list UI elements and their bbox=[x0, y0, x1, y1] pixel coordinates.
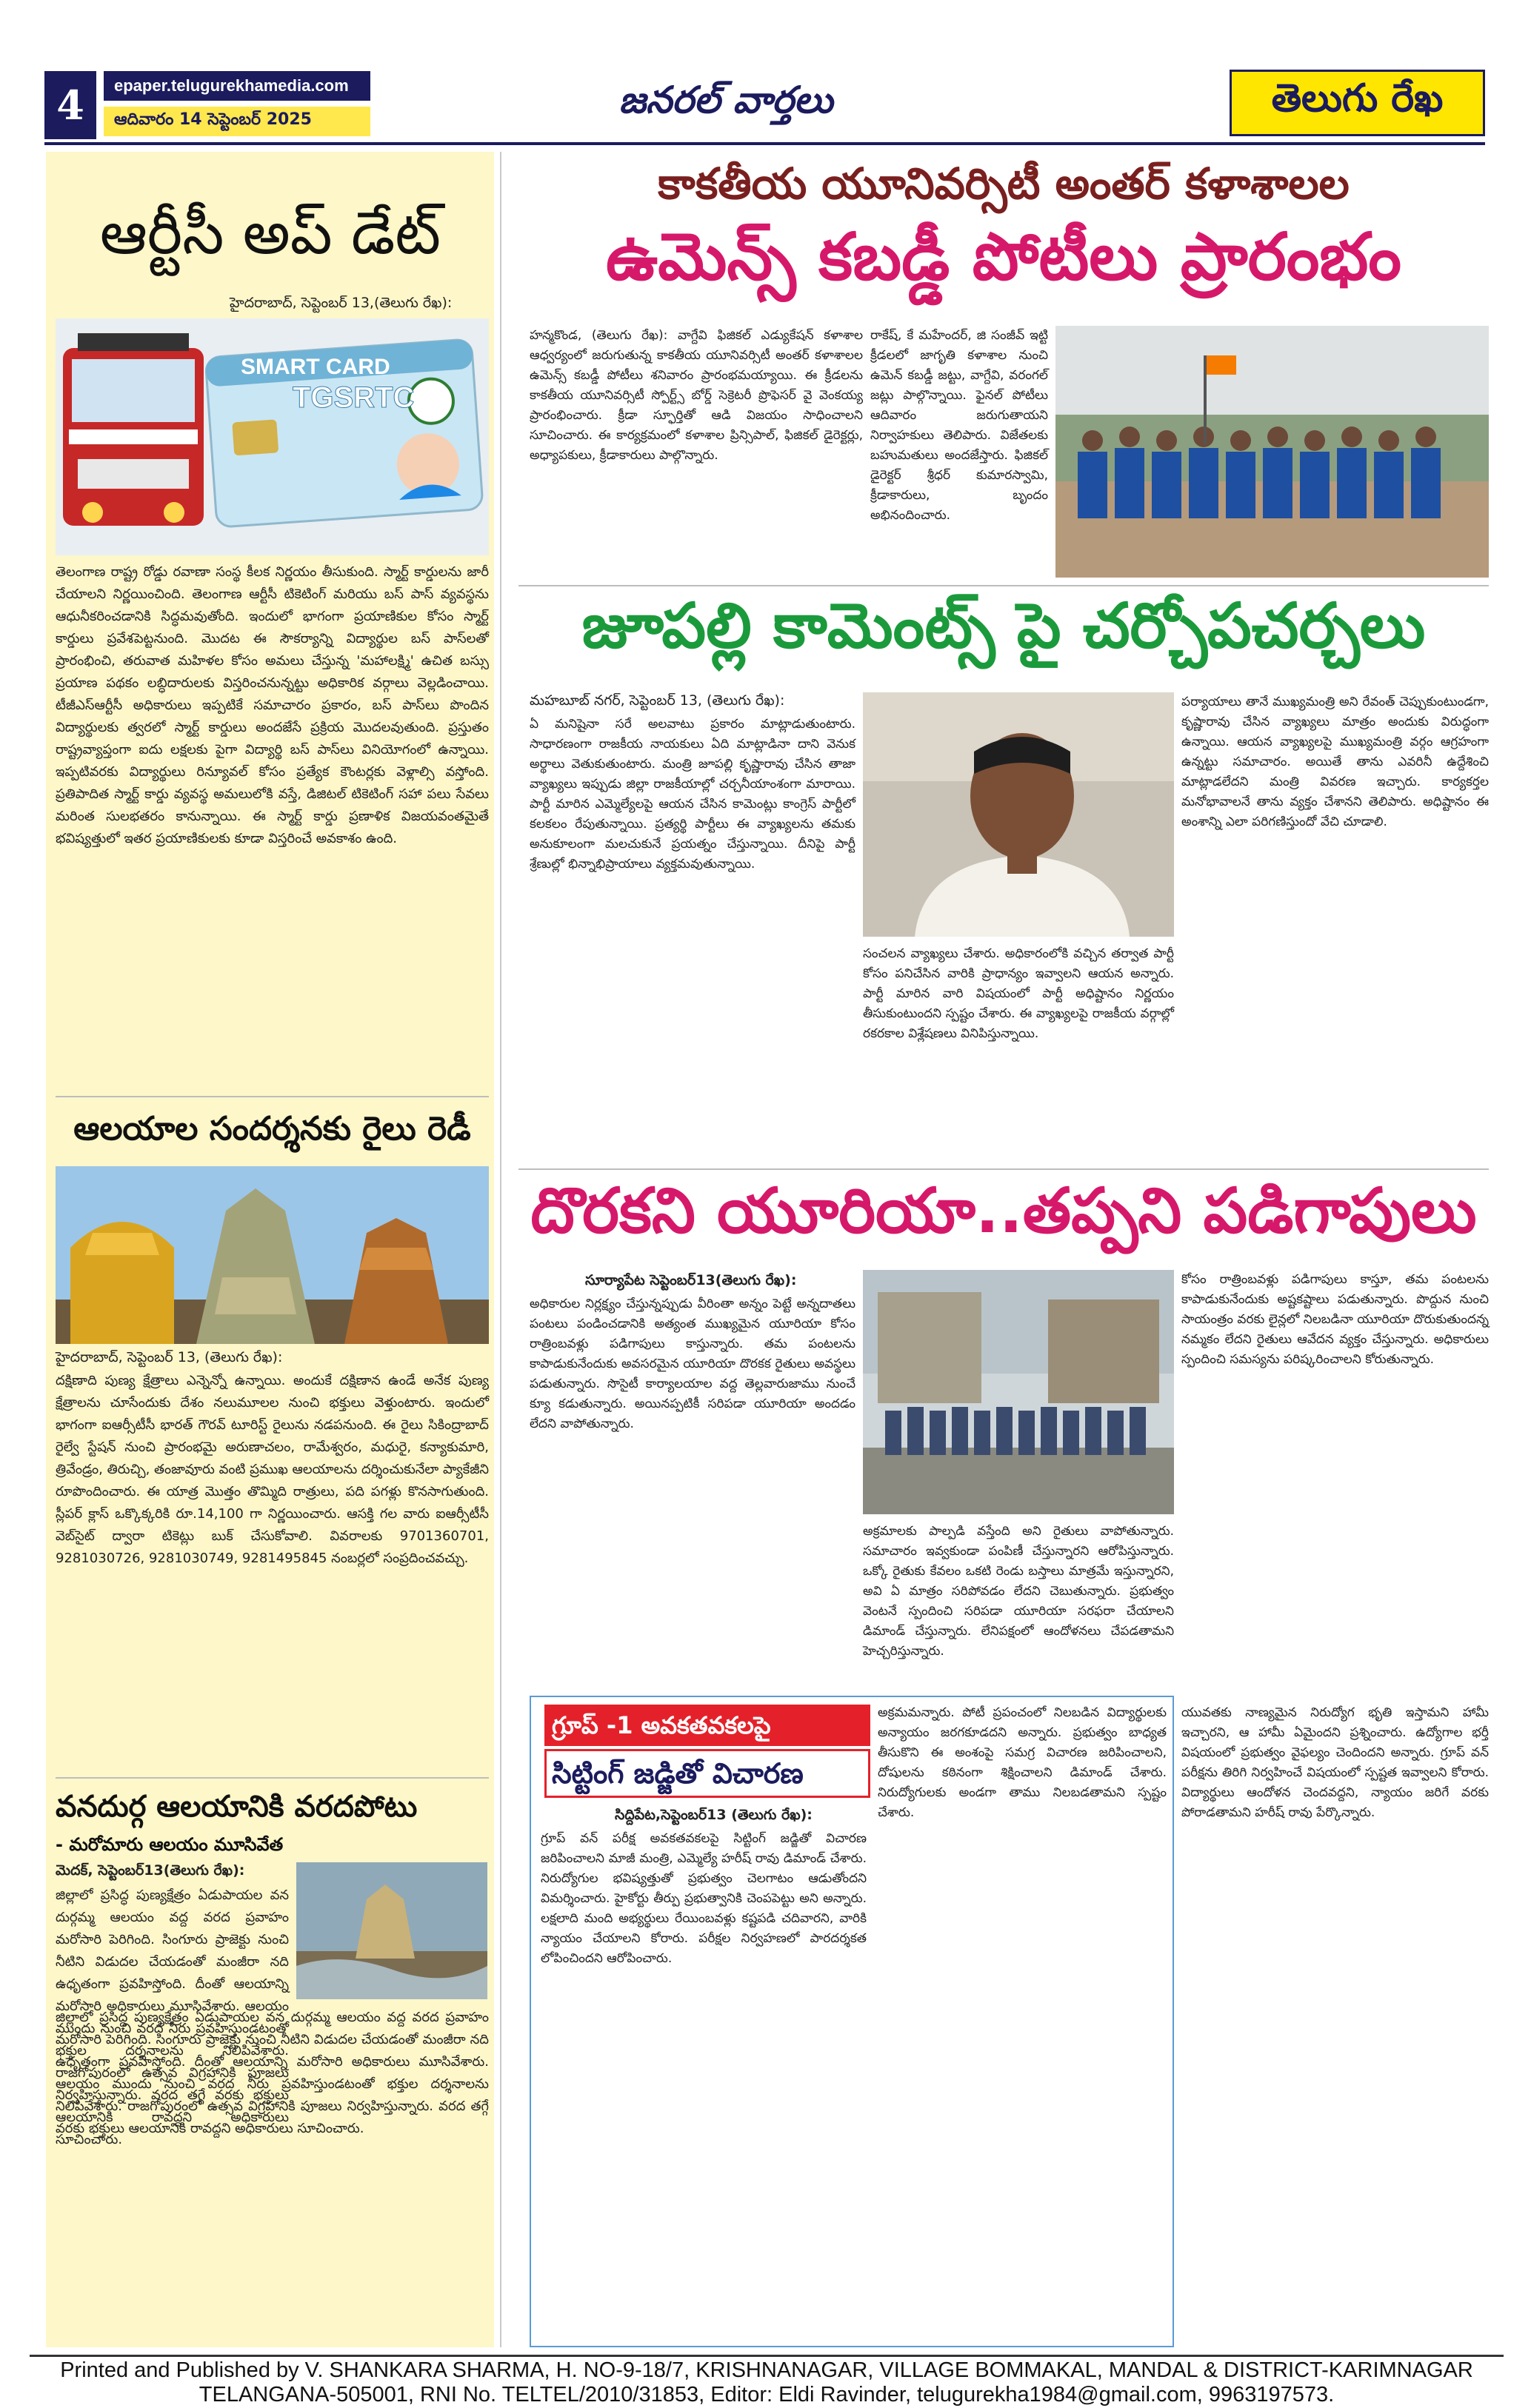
footer-imprint-line-1: Printed and Published by V. SHANKARA SHARMA, H. NO-9-18/7, KRISHNANAGAR, VILLAGE BOMMAKAL, MANDAL & DISTRICT-KARIMNAGAR bbox=[60, 2358, 1473, 2382]
urea-queue-photo bbox=[863, 1270, 1174, 1514]
jupally-dateline: మహబూబ్ నగర్, సెప్టెంబర్ 13, (తెలుగు రేఖ): bbox=[530, 692, 785, 709]
urea-body-3: కోసం రాత్రింబవళ్లు పడిగాపులు కాస్తూ, తమ పంటలను కాపాడుకునేందుకు అష్టకష్టాలు పడుతున్నారు. పొద్దున నుంచి సాయంత్రం వరకు లైన్లలో నిలబడినా యూరియా దొరుకుతుందన్న నమ్మకం లేదని రైతులు ఆవేదన వ్యక్తం చేస్తున్నారు. అధికారులు స్పందించి సమస్యను పరిష్కరించాలని కోరుతున్నారు. bbox=[1181, 1272, 1489, 1367]
group1-body-2: అక్రమమన్నారు. పోటీ ప్రపంచంలో నిలబడిన విద్యార్థులకు అన్యాయం జరగకూడదని అన్నారు. ప్రభుత్వం బాధ్యత తీసుకొని ఈ అంశంపై సమగ్ర విచారణ జరిపించాలని, దోషులను కఠినంగా శిక్షించాలని డిమాండ్ చేశారు. నిరుద్యోగులకు అండగా తాము నిలబడతామని స్పష్టం చేశారు. bbox=[878, 1705, 1167, 1820]
temple-photo-illustration bbox=[56, 1166, 489, 1344]
jupally-portrait-illustration bbox=[863, 692, 1174, 937]
site-url[interactable]: epaper.telugurekhamedia.com bbox=[104, 71, 370, 101]
group1-body-3: యువతకు నాణ్యమైన నిరుద్యోగ భృతి ఇస్తామని హామీ ఇచ్చారని, ఆ హామీ ఏమైందని ప్రశ్నించారు. ఉద్యోగాల భర్తీ విషయంలో ప్రభుత్వం వైఫల్యం చెందిందని అన్నారు. గ్రూప్ వన్ పరీక్షను తిరిగి నిర్వహించే విషయంలో స్పష్టత ఇవ్వాలని కోరారు. విద్యార్థులు ఆందోళన చెందవద్దని, న్యాయం జరిగే వరకు పోరాడతామని హరీష్ రావు పేర్కొన్నారు. bbox=[1181, 1705, 1489, 1820]
rtc-headline: ఆర్టీసీ అప్ డేట్ bbox=[99, 198, 441, 267]
group1-body-1: గ్రూప్ వన్ పరీక్ష అవకతవకలపై సిట్టింగ్ జడ్జితో విచారణ జరిపించాలని మాజీ మంత్రి, ఎమ్మెల్యే హరీష్ రావు డిమాండ్ చేశారు. నిరుద్యోగుల భవిష్యత్తుతో ప్రభుత్వం చెలగాటం ఆడుతోందని విమర్శించారు. హైకోర్టు తీర్పు ప్రభుత్వానికి చెంపపెట్టు అని అన్నారు. లక్షలాది మంది అభ్యర్థులు రేయింబవళ్లు కష్టపడి చదివారని, వారికి న్యాయం చేయాలని కోరారు. పరీక్షల నిర్వహణలో పారదర్శకత లోపించిందని ఆరోపించారు. bbox=[541, 1831, 867, 1966]
jupally-body-1: ఏ మనిషైనా సరే అలవాటు ప్రకారం మాట్లాడుతుంటారు. సాధారణంగా రాజకీయ నాయకులు ఏది మాట్లాడినా దాని వెనుక అర్థాలు వెతుకుతుంటారు. మంత్రి జూపల్లి కృష్ణారావు చేసిన తాజా వ్యాఖ్యలు ఇప్పుడు జిల్లా రాజకీయాల్లో చర్చనీయాంశంగా మారాయి. పార్టీ మారిన ఎమ్మెల్యేలపై ఆయన చేసిన కామెంట్లు కాంగ్రెస్ పార్టీలో కలకలం రేపుతున్నాయి. ప్రత్యర్థి పార్టీలు ఈ వ్యాఖ్యలను తమకు అనుకూలంగా మలచుకునే ప్రయత్నం చేస్తున్నాయి. దీనిపై పార్టీ శ్రేణుల్లో భిన్నాభిప్రాయాలు వ్యక్తమవుతున్నాయి. bbox=[530, 717, 855, 872]
kabaddi-body-2: రాకేష్, కే మహేందర్, జి సంజీవ్ ఇట్టి క్రీడలలో జాగృతి కళాశాల నుంచి ఉమెన్ కబడ్డీ జట్టు, వాగ్దేవి, వరంగల్ జట్లు పాల్గొన్నాయి. ఫైనల్ పోటీలు ఆదివారం జరుగుతాయని నిర్వాహకులు తెలిపారు. విజేతలకు బహుమతులు అందజేస్తారు. ఫిజికల్ డైరెక్టర్ శ్రీధర్ కుమారస్వామి, క్రీడాకారులు, బృందం అభినందించారు. bbox=[870, 328, 1048, 523]
masthead-logo: తెలుగు రేఖ bbox=[1230, 70, 1485, 136]
group1-dateline: సిద్దిపేట,సెప్టెంబర్13 (తెలుగు రేఖ): bbox=[615, 1807, 813, 1823]
temple-train-body: దక్షిణాది పుణ్య క్షేత్రాలు ఎన్నెన్నో ఉన్నాయి. అందుకే దక్షిణాన ఉండే అనేక పుణ్య క్షేత్రాలను చూసేందుకు దేశం నలుమూలల నుంచి భక్తులు వెళ్తుంటారు. ఇందులో భాగంగా ఐఆర్సీటీసీ భారత్ గౌరవ్ టూరిస్ట్ రైలును నడపనుంది. ఈ రైలు సికింద్రాబాద్ రైల్వే స్టేషన్ నుంచి ప్రారంభమై అరుణాచలం, రామేశ్వరం, మధురై, కన్యాకుమారి, త్రివేండ్రం, తిరుచ్చి, తంజావూరు వంటి ప్రముఖ ఆలయాలను దర్శించుకునేలా ప్యాకేజీని రూపొందించారు. ఈ యాత్ర మొత్తం తొమ్మిది రాత్రులు, పది పగళ్లు కొనసాగుతుంది. స్లీపర్ క్లాస్ ఒక్కొక్కరికి రూ.14,100 గా నిర్ణయించారు. ఆసక్తి గల వారు ఐఆర్సీటీసీ వెబ్‌సైట్ ద్వారా టికెట్లు బుక్ చేసుకోవాలి. వివరాలకు 9701360701, 9281030726, 9281030749, 9281495845 నంబర్లలో సంప్రదించవచ్చు. bbox=[56, 1373, 489, 1566]
footer-rule bbox=[30, 2355, 1504, 2357]
kabaddi-team-photo bbox=[1055, 326, 1489, 578]
urea-photo-illustration bbox=[863, 1270, 1174, 1514]
vanadurga-body: జిల్లాలో ప్రసిద్ధ పుణ్యక్షేత్రం ఏడుపాయల వన దుర్గమ్మ ఆలయం వద్ద వరద ప్రవాహం మరోసారి పెరిగింది. సింగూరు ప్రాజెక్టు నుంచి నీటిని విడుదల చేయడంతో మంజీరా నది ఉధృతంగా ప్రవహిస్తోంది. దీంతో ఆలయాన్ని మరోసారి అధికారులు మూసివేశారు. ఆలయం ముందు నుంచి వరద నీరు ప్రవహిస్తుండటంతో భక్తుల దర్శనాలను నిలిపివేశారు. రాజగోపురంలో ఉత్సవ విగ్రహానికి పూజలు నిర్వహిస్తున్నారు. వరద తగ్గే వరకు భక్తులు ఆలయానికి రావద్దని అధికారులు సూచించారు. bbox=[56, 2010, 489, 2136]
column-rule bbox=[500, 152, 501, 2347]
rtc-body: తెలంగాణ రాష్ట్ర రోడ్డు రవాణా సంస్థ కీలక నిర్ణయం తీసుకుంది. స్మార్ట్ కార్డులను జారీ చేయాలని నిర్ణయించింది. తెలంగాణ ఆర్టీసీ టికెటింగ్ మరియు బస్ పాస్ వ్యవస్థను ఆధునీకరించడానికి సిద్ధమవుతోంది. ఇందులో భాగంగా ప్రయాణికుల కోసం స్మార్ట్ కార్డులు ప్రవేశపెట్టనుంది. మొదట ఈ సౌకర్యాన్ని విద్యార్థుల బస్ పాస్‌లతో ప్రారంభించి, తరువాత మహిళల కోసం అమలు చేస్తున్న 'మహాలక్ష్మి' ఉచిత బస్సు ప్రయాణ పథకం లబ్ధిదారులకు విస్తరించనున్నట్టు అధికారిక వర్గాలు వెల్లడించాయి. టీజీఎస్ఆర్టీసీ అధికారులు ఇప్పటికే సమాచారం ప్రకారం, బస్ పాస్‌లు పొందిన విద్యార్థులకు త్వరలో స్మార్ట్ కార్డులు అందజేసే ప్రక్రియ మొదలవుతుంది. ప్రస్తుతం రాష్ట్రవ్యాప్తంగా ఐదు లక్షలకు పైగా విద్యార్థి బస్ పాస్‌లు వినియోగంలో ఉన్నాయి. ఇప్పటివరకు విద్యార్థులు రిన్యూవల్ కోసం ప్రత్యేక కౌంటర్లకు వెళ్లాల్సి వస్తోంది. ప్రతిపాదిత స్మార్ట్ కార్డు వ్యవస్థ అమలులోకి వస్తే, డిజిటల్ టికెటింగ్ సహా పలు సేవలు మరింత సులభతరం కానున్నాయి. ఈ స్మార్ట్ కార్డు ప్రణాళిక విజయవంతమైతే భవిష్యత్తులో ఇతర ప్రయాణికులకు కూడా విస్తరించే అవకాశం ఉంది. bbox=[56, 564, 489, 846]
footer-imprint-line-2: TELANGANA-505001, RNI No. TELTEL/2010/31853, Editor: Eldi Ravinder, telugurekha1984@gmail.com, 9963197573. bbox=[199, 2383, 1335, 2407]
vanadurga-photo bbox=[296, 1862, 487, 1999]
temple-photo bbox=[56, 1166, 489, 1344]
urea-body-1: అధికారుల నిర్లక్ష్యం చేస్తున్నప్పుడు వీరింతా అన్నం పెట్టే అన్నదాతలు పంటలు పండించడానికి అత్యంత ముఖ్యమైన యూరియా కోసం రాత్రింబవళ్లు పడిగాపులు కాస్తున్నారు. తమ పంటలను కాపాడుకునేందుకు అవసరమైన యూరియా దొరకక రైతులు అవస్థలు పడుతున్నారు. సొసైటీ కార్యాలయాల వద్ద తెల్లవారుజాము నుంచే క్యూ కడుతున్నారు. అయినప్పటికీ సరిపడా యూరియా అందడం లేదని వాపోతున్నారు. bbox=[530, 1297, 855, 1431]
page-number: 4 bbox=[44, 71, 96, 139]
kabaddi-headline: ఉమెన్స్ కబడ్డీ పోటీలు ప్రారంభం bbox=[606, 218, 1401, 295]
rtc-photo-illustration bbox=[56, 318, 489, 555]
jupally-portrait bbox=[863, 692, 1174, 937]
left-divider-1 bbox=[56, 1096, 489, 1097]
temple-train-dateline: హైదరాబాద్, సెప్టెంబర్ 13, (తెలుగు రేఖ): bbox=[56, 1349, 283, 1365]
rtc-smart-card-photo bbox=[56, 318, 489, 555]
jupally-body-3: పర్యాయాలు తానే ముఖ్యమంత్రి అని రేవంత్ చెప్పుకుంటుండగా, కృష్ణారావు చేసిన వ్యాఖ్యలు మాత్రం అందుకు విరుద్ధంగా ఉన్నాయి. ఆయన వ్యాఖ్యలపై ముఖ్యమంత్రి వర్గం ఆగ్రహంగా ఉన్నట్టు సమాచారం. అయితే తాను ఎవరినీ ఉద్దేశించి మాట్లాడలేదని మంత్రి వివరణ ఇచ్చారు. కార్యకర్తల మనోభావాలనే తాను వ్యక్తం చేశానని తెలిపారు. అధిష్టానం ఈ అంశాన్ని ఎలా పరిగణిస్తుందో వేచి చూడాలి. bbox=[1181, 695, 1489, 829]
urea-headline: దొరకని యూరియా..తప్పని పడిగాపులు bbox=[530, 1174, 1477, 1247]
vanadurga-subhead: - మరోమారు ఆలయం మూసివేత bbox=[56, 1834, 284, 1855]
section-name: జనరల్ వార్తలు bbox=[618, 78, 833, 121]
kabaddi-kicker: కాకతీయ యూనివర్సిటీ అంతర్ కళాశాలల bbox=[658, 158, 1350, 209]
urea-dateline: సూర్యాపేట సెప్టెంబర్13(తెలుగు రేఖ): bbox=[585, 1272, 797, 1288]
issue-date: ఆదివారం 14 సెప్టెంబర్ 2025 bbox=[104, 107, 370, 136]
urea-body-2: అక్రమాలకు పాల్పడి వస్తేంది అని రైతులు వాపోతున్నారు. సమాచారం ఇవ్వకుండా పంపిణీ చేస్తున్నారని ఆరోపిస్తున్నారు. ఒక్కో రైతుకు కేవలం ఒకటి రెండు బస్తాలు మాత్రమే ఇస్తున్నారని, అవి ఏ మాత్రం సరిపోవడం లేదని చెబుతున్నారు. ప్రభుత్వం వెంటనే స్పందించి సరిపడా యూరియా సరఫరా చేయాలని డిమాండ్ చేస్తున్నారు. లేనిపక్షంలో ఆందోళనలు చేపడతామని హెచ్చరిస్తున్నారు. bbox=[863, 1524, 1174, 1659]
group1-headline-2: సిట్టింగ్ జడ్జితో విచారణ bbox=[552, 1757, 804, 1790]
header-rule bbox=[44, 142, 1485, 145]
kabaddi-photo-illustration bbox=[1055, 326, 1489, 578]
rtc-dateline: హైదరాబాద్, సెప్టెంబర్ 13,(తెలుగు రేఖ): bbox=[230, 295, 453, 311]
card-text-smart: SMART CARD bbox=[241, 355, 390, 379]
kabaddi-body-1: హన్మకొండ, (తెలుగు రేఖ): వాగ్దేవి ఫిజికల్ ఎడ్యుకేషన్ కళాశాల ఆధ్వర్యంలో జరుగుతున్న కాకతీయ యూనివర్సిటీ అంతర్ కళాశాలల ఉమెన్స్ కబడ్డీ పోటీలు శనివారం ప్రారంభమయ్యాయి. ఈ క్రీడలను కాకతీయ యూనివర్సిటీ స్పోర్ట్స్ బోర్డ్ సెక్రెటరీ ప్రొఫెసర్ వై వెంకయ్య ప్రారంభించారు. క్రీడా స్ఫూర్తితో ఆడి విజయం సాధించాలని సూచించారు. ఈ కార్యక్రమంలో కళాశాల ప్రిన్సిపాల్, ఫిజికల్ డైరెక్టర్లు, అధ్యాపకులు, క్రీడాకారులు పాల్గొన్నారు. bbox=[530, 328, 863, 463]
card-text-tgsrtc: TGSRTC bbox=[293, 381, 415, 414]
jupally-headline: జూపల్లి కామెంట్స్ పై చర్చోపచర్చలు bbox=[581, 589, 1426, 662]
vanadurga-dateline: మెదక్, సెప్టెంబర్13(తెలుగు రేఖ): bbox=[56, 1862, 245, 1879]
vanadurga-photo-illustration bbox=[296, 1862, 487, 1999]
vanadurga-headline: వనదుర్గ ఆలయానికి వరదపోటు bbox=[56, 1790, 418, 1824]
vanadurga-body-lead: జిల్లాలో ప్రసిద్ధ పుణ్యక్షేత్రం ఏడుపాయల వన దుర్గమ్మ ఆలయం వద్ద వరద ప్రవాహం మరోసారి పెరిగింది. సింగూరు ప్రాజెక్టు నుంచి నీటిని విడుదల చేయడంతో మంజీరా నది ఉధృతంగా ప్రవహిస్తోంది. దీంతో ఆలయాన్ని మరోసారి అధికారులు మూసివేశారు. ఆలయం ముందు నుంచి వరద నీరు ప్రవహిస్తుండటంతో భక్తుల దర్శనాలను నిలిపివేశారు. రాజగోపురంలో ఉత్సవ విగ్రహానికి పూజలు నిర్వహిస్తున్నారు. వరద తగ్గే వరకు భక్తులు ఆలయానికి రావద్దని అధికారులు సూచించారు. bbox=[56, 1887, 289, 2147]
temple-train-headline: ఆలయాల సందర్శనకు రైలు రెడీ bbox=[73, 1110, 471, 1148]
jupally-body-2: సంచలన వ్యాఖ్యలు చేశారు. అధికారంలోకి వచ్చిన తర్వాత పార్టీ కోసం పనిచేసిన వారికి ప్రాధాన్యం ఇవ్వాలని ఆయన అన్నారు. పార్టీ మారిన వారి విషయంలో పార్టీ అధిష్టానం నిర్ణయం తీసుకుంటుందని స్పష్టం చేశారు. ఈ వ్యాఖ్యలపై రాజకీయ వర్గాల్లో రకరకాల విశ్లేషణలు వినిపిస్తున్నాయి. bbox=[863, 946, 1174, 1041]
group1-headline-1: గ్రూప్ -1 అవకతవకలపై bbox=[552, 1711, 771, 1739]
left-divider-2 bbox=[56, 1777, 489, 1779]
